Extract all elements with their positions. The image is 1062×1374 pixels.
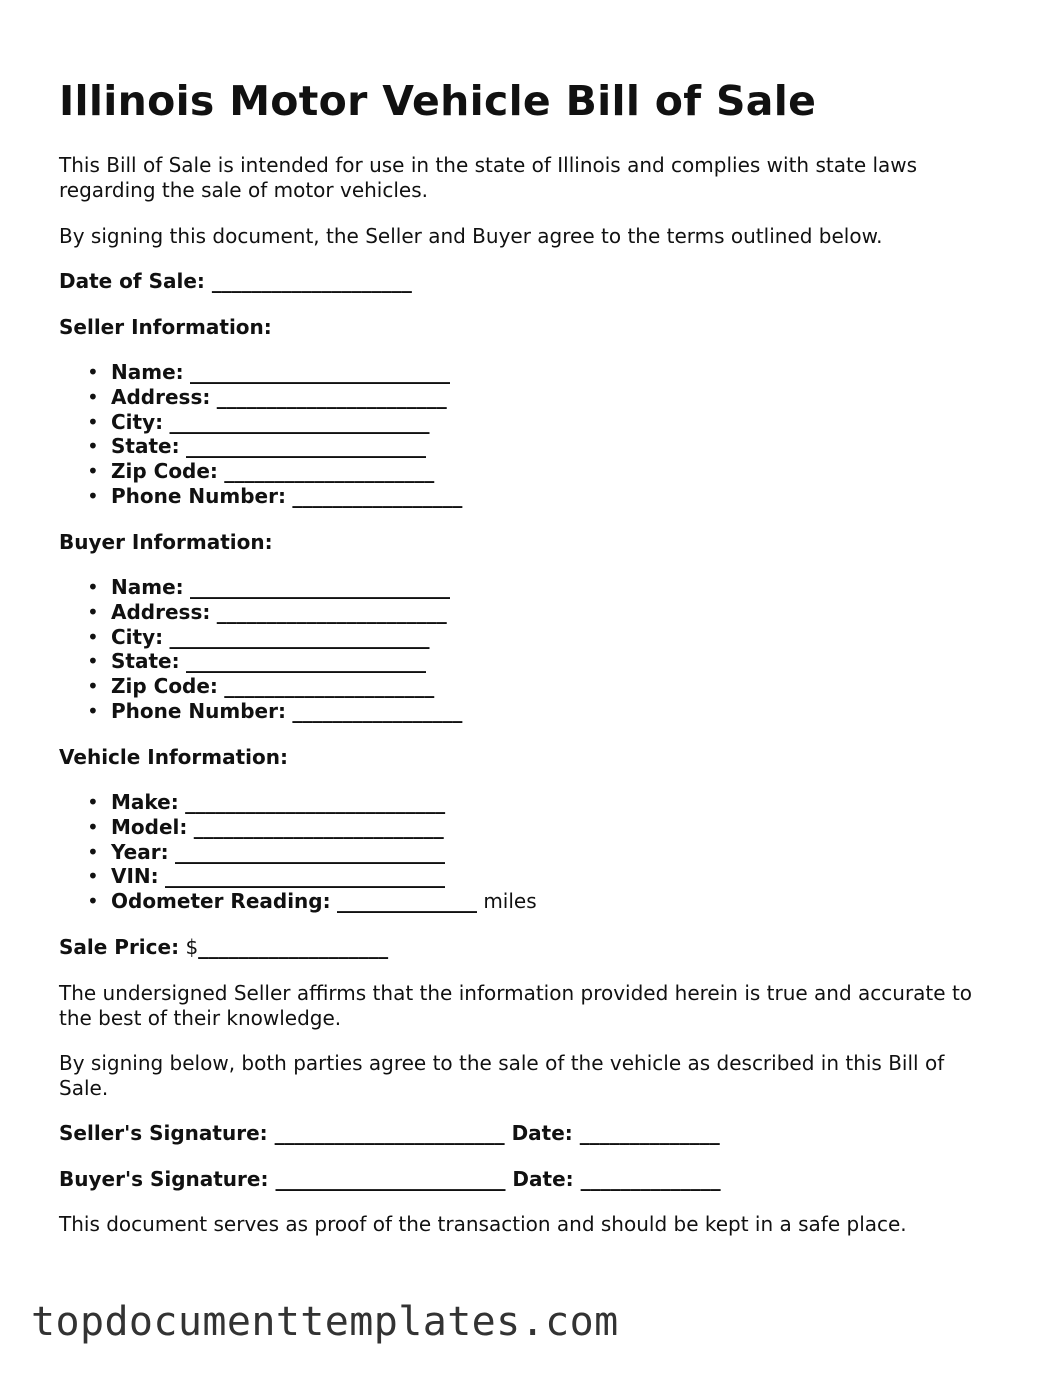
currency-symbol: $: [185, 935, 199, 959]
seller-address-blank[interactable]: _______________________: [216, 384, 447, 409]
buyer-signature-blank[interactable]: _______________________: [275, 1167, 506, 1191]
list-item: [111, 625, 462, 650]
vehicle-fields-list: [59, 790, 537, 914]
buyer-zip-blank[interactable]: _____________________: [224, 674, 435, 699]
list-item: [111, 674, 462, 699]
closing-paragraph: This document serves as proof of the transaction and should be kept in a safe place.: [59, 1212, 907, 1236]
date-of-sale-label: Date of Sale:: [59, 269, 205, 293]
date-of-sale-blank[interactable]: ____________________: [211, 269, 412, 293]
vehicle-vin-label: VIN:: [111, 864, 159, 889]
list-item: [111, 790, 537, 815]
list-item: [111, 360, 462, 385]
buyer-phone-blank[interactable]: _________________: [292, 698, 463, 723]
buyer-date-blank[interactable]: ______________: [580, 1167, 721, 1191]
buyer-signature-line: [59, 1167, 989, 1192]
seller-date-blank[interactable]: ______________: [579, 1121, 720, 1145]
seller-name-label: Name:: [111, 360, 184, 384]
seller-zip-blank[interactable]: _____________________: [224, 459, 435, 484]
seller-info-heading: Seller Information:: [59, 315, 272, 339]
buyer-date-label: Date:: [512, 1167, 574, 1191]
buyer-state-blank[interactable]: ________________________: [185, 649, 426, 674]
buyer-info-heading: Buyer Information:: [59, 530, 273, 554]
seller-fields-list: [59, 360, 462, 509]
odometer-label: Odometer Reading:: [111, 889, 331, 914]
buyer-name-blank[interactable]: __________________________: [190, 575, 450, 599]
list-item: [111, 484, 462, 509]
seller-zip-label: Zip Code:: [111, 459, 218, 484]
list-item: [111, 699, 462, 724]
buyer-zip-label: Zip Code:: [111, 674, 218, 699]
sale-price-label: Sale Price:: [59, 935, 180, 959]
list-item: [111, 434, 462, 459]
vehicle-model-label: Model:: [111, 814, 188, 839]
buyer-name-label: Name:: [111, 575, 184, 599]
vehicle-year-blank[interactable]: ___________________________: [174, 839, 445, 864]
list-item: [111, 600, 462, 625]
list-item: [111, 459, 462, 484]
seller-state-label: State:: [111, 434, 180, 459]
list-item: [111, 410, 462, 435]
buyer-city-blank[interactable]: __________________________: [169, 624, 430, 649]
seller-city-blank[interactable]: __________________________: [169, 409, 430, 434]
buyer-phone-label: Phone Number:: [111, 698, 286, 723]
buyer-address-label: Address:: [111, 599, 211, 624]
agreement-paragraph: By signing this document, the Seller and Buyer agree to the terms outlined below.: [59, 224, 883, 248]
document-title: Illinois Motor Vehicle Bill of Sale: [59, 77, 817, 125]
vehicle-vin-blank[interactable]: ____________________________: [165, 864, 446, 889]
buyer-state-label: State:: [111, 649, 180, 674]
seller-state-blank[interactable]: ________________________: [185, 434, 426, 459]
list-item: [111, 575, 462, 600]
list-item: [111, 889, 537, 914]
affirmation-paragraph: The undersigned Seller affirms that the information provided herein is true and accurate to the best of their knowledge.: [59, 981, 973, 1030]
seller-signature-blank[interactable]: _______________________: [274, 1121, 505, 1145]
seller-signature-line: [59, 1121, 989, 1146]
vehicle-model-blank[interactable]: _________________________: [193, 814, 444, 839]
vehicle-year-label: Year:: [111, 839, 169, 864]
seller-signature-label: Seller's Signature:: [59, 1121, 268, 1145]
site-watermark: topdocumenttemplates.com: [31, 1299, 619, 1345]
buyer-fields-list: [59, 575, 462, 724]
list-item: [111, 815, 537, 840]
date-of-sale-line: [59, 269, 989, 294]
list-item: [111, 864, 537, 889]
vehicle-make-label: Make:: [111, 790, 179, 814]
buyer-city-label: City:: [111, 624, 164, 649]
odometer-blank[interactable]: ______________: [336, 889, 477, 914]
seller-address-label: Address:: [111, 384, 211, 409]
intro-paragraph: This Bill of Sale is intended for use in the state of Illinois and complies with state laws regarding the sale of motor vehicles.: [59, 153, 918, 202]
vehicle-info-heading: Vehicle Information:: [59, 745, 288, 769]
sign-intro-paragraph: By signing below, both parties agree to the sale of the vehicle as described in this Bill of Sale.: [59, 1051, 945, 1100]
seller-phone-blank[interactable]: _________________: [292, 483, 463, 508]
sale-price-blank[interactable]: ___________________: [198, 935, 389, 959]
seller-city-label: City:: [111, 409, 164, 434]
sale-price-line: [59, 935, 989, 960]
odometer-unit: miles: [483, 889, 537, 914]
list-item: [111, 649, 462, 674]
vehicle-make-blank[interactable]: __________________________: [185, 790, 446, 814]
list-item: [111, 840, 537, 865]
seller-date-label: Date:: [511, 1121, 573, 1145]
seller-name-blank[interactable]: __________________________: [190, 360, 450, 384]
seller-phone-label: Phone Number:: [111, 483, 286, 508]
buyer-address-blank[interactable]: _______________________: [216, 599, 447, 624]
buyer-signature-label: Buyer's Signature:: [59, 1167, 269, 1191]
list-item: [111, 385, 462, 410]
